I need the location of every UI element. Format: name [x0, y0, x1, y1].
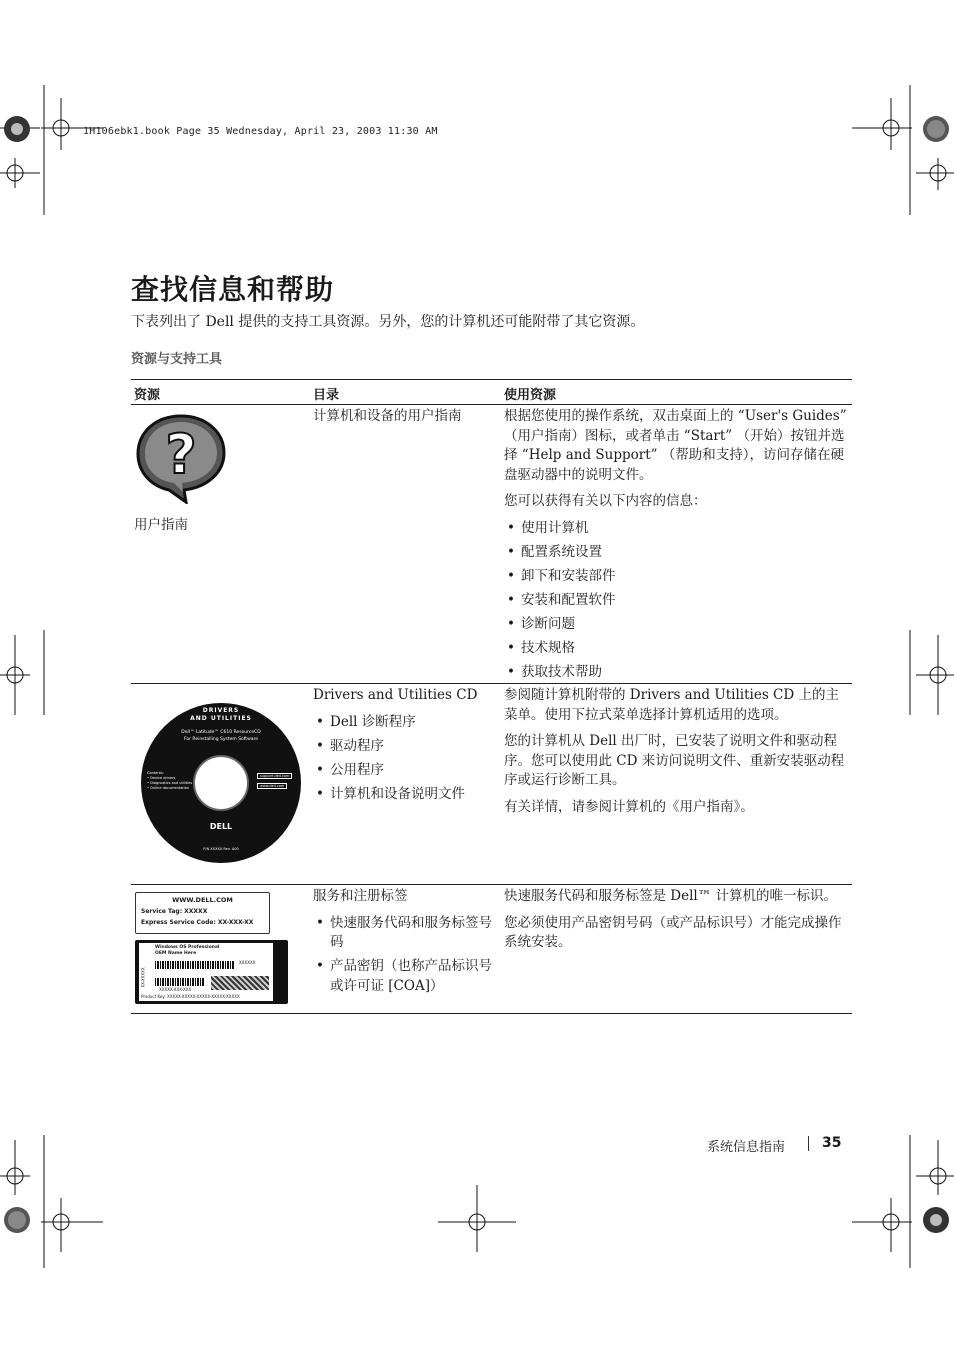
- column-header-contents: 目录: [313, 388, 340, 403]
- coa-line2: OEM Name Here: [155, 951, 197, 956]
- coa-number-top: XXXXXX: [239, 960, 256, 965]
- footer-section-title: 系统信息指南: [707, 1140, 786, 1155]
- column-header-resource: 资源: [134, 388, 161, 403]
- usage-paragraph: 快速服务代码和服务标签是 Dell™ 计算机的唯一标识。: [504, 888, 838, 904]
- cd-title-line1: DRIVERS: [202, 707, 240, 714]
- contents-title: Drivers and Utilities CD: [313, 687, 478, 703]
- list-item: • 公用程序: [313, 761, 498, 781]
- file-info-header: 1H106ebk1.book Page 35 Wednesday, April 23, 2003 11:30 AM: [83, 126, 438, 137]
- list-item: • 快速服务代码和服务标签号码: [313, 914, 493, 953]
- coa-number-mid: XXXXX-XXX-XXX: [159, 987, 192, 992]
- coa-line1: Windows OS Professional: [155, 945, 220, 950]
- list-item: • 获取技术帮助: [504, 663, 852, 683]
- contents-title-users-guide: 计算机和设备的用户指南: [313, 408, 462, 424]
- contents-cell-tags: [313, 887, 493, 1001]
- usage-paragraph: 有关详情，请参阅计算机的《用户指南》。: [504, 798, 754, 815]
- cd-content-item: • Online documentation: [147, 786, 190, 790]
- cd-contents: [147, 771, 192, 791]
- usage-paragraph: 参阅随计算机附带的 Drivers and Utilities CD 上的主菜单。使用下拉式菜单选择计算机适用的选项。: [504, 687, 840, 723]
- svg-text:?: ?: [165, 423, 197, 486]
- list-item: • 安装和配置软件: [504, 591, 852, 611]
- cd-subtitle-line2: For Reinstalling System Software: [183, 737, 259, 742]
- tag-service-tag: Service Tag: XXXXX: [141, 908, 208, 915]
- page-title: 查找信息和帮助: [131, 273, 335, 306]
- cd-contents-list: [313, 713, 498, 805]
- list-item: • 配置系统设置: [504, 543, 852, 563]
- barcode-top: [155, 961, 235, 969]
- cd-web-main: www.dell.com: [257, 783, 287, 789]
- row-divider: [131, 884, 852, 885]
- page-number: 35: [822, 1135, 842, 1151]
- intro-text: 下表列出了 Dell 提供的支持工具资源。另外，您的计算机还可能附带了其它资源。: [131, 314, 645, 330]
- contents-cell-cd: [313, 686, 498, 809]
- usage-cell-tags: [504, 887, 852, 960]
- list-item: • 使用计算机: [504, 519, 852, 539]
- header-bottom-rule: [131, 404, 852, 405]
- usage-cell-users-guide: [504, 407, 852, 687]
- coa-hologram: [211, 976, 269, 990]
- cd-brand-logo: DELL: [209, 822, 233, 831]
- usage-paragraph: 根据您使用的操作系统，双击桌面上的 “User's Guides” （用户指南）图标，或者单击 “Start” （开始）按钮并选择 “Help and Support” （帮助和支持），访问存储在硬盘驱动器中的说明文件。: [504, 408, 847, 483]
- table-caption: 资源与支持工具: [131, 352, 223, 367]
- coa-product-key: Product Key: XXXXX-XXXXX-XXXXX-XXXXX-XXXXX: [141, 994, 240, 999]
- cd-content-item: • Device drivers: [147, 776, 176, 780]
- table-top-rule: [131, 379, 852, 380]
- list-item: • 诊断问题: [504, 615, 852, 635]
- coa-side-code: XX-XXXXX: [140, 967, 146, 988]
- cd-title-line2: AND UTILITIES: [190, 715, 252, 722]
- cd-contents-heading: Contents:: [147, 771, 164, 775]
- usage-paragraph: 您必须使用产品密钥号码（或产品标识号）才能完成操作系统安装。: [504, 914, 842, 950]
- usage-cell-cd: [504, 686, 852, 824]
- coa-label-face: [139, 943, 273, 1001]
- table-bottom-rule: [131, 1013, 852, 1014]
- usage-paragraph: 您可以获得有关以下内容的信息：: [504, 493, 707, 509]
- cd-content-item: • Diagnostics and utilities: [147, 781, 193, 785]
- contents-title: 服务和注册标签: [313, 888, 408, 904]
- coa-label: [135, 940, 288, 1004]
- list-item: • 计算机和设备说明文件: [313, 785, 498, 805]
- usage-paragraph: 您的计算机从 Dell 出厂时，已安装了说明文件和驱动程序。您可以使用此 CD 来访问说明文件、重新安装驱动程序或运行诊断工具。: [504, 733, 845, 788]
- list-item: • Dell 诊断程序: [313, 713, 498, 733]
- list-item: • 驱动程序: [313, 737, 498, 757]
- footer-separator: [808, 1136, 809, 1151]
- cd-part-number: P/N XXXXX Rev. A00: [203, 847, 239, 851]
- barcode-bottom: [155, 978, 205, 986]
- cd-hub: [193, 755, 249, 811]
- list-item: • 技术规格: [504, 639, 852, 659]
- service-tag-label: [135, 892, 270, 934]
- list-item: • 卸下和安装部件: [504, 567, 852, 587]
- column-header-usage: 使用资源: [504, 388, 557, 403]
- cd-web-support: support.dell.com: [257, 773, 292, 779]
- topics-list: [504, 519, 852, 683]
- tag-express-code: Express Service Code: XX-XXX-XX: [141, 919, 254, 926]
- tag-url: WWW.DELL.COM: [172, 896, 233, 904]
- resource-label-users-guide: 用户指南: [134, 517, 188, 533]
- cd-subtitle-line1: Dell™ Latitude™ C610 ResourceCD: [181, 730, 261, 735]
- cd-disc-image: [141, 703, 301, 863]
- tags-contents-list: [313, 914, 493, 997]
- help-question-icon: [134, 412, 228, 504]
- list-item: • 产品密钥（也称产品标识号或许可证 [COA]）: [313, 957, 493, 996]
